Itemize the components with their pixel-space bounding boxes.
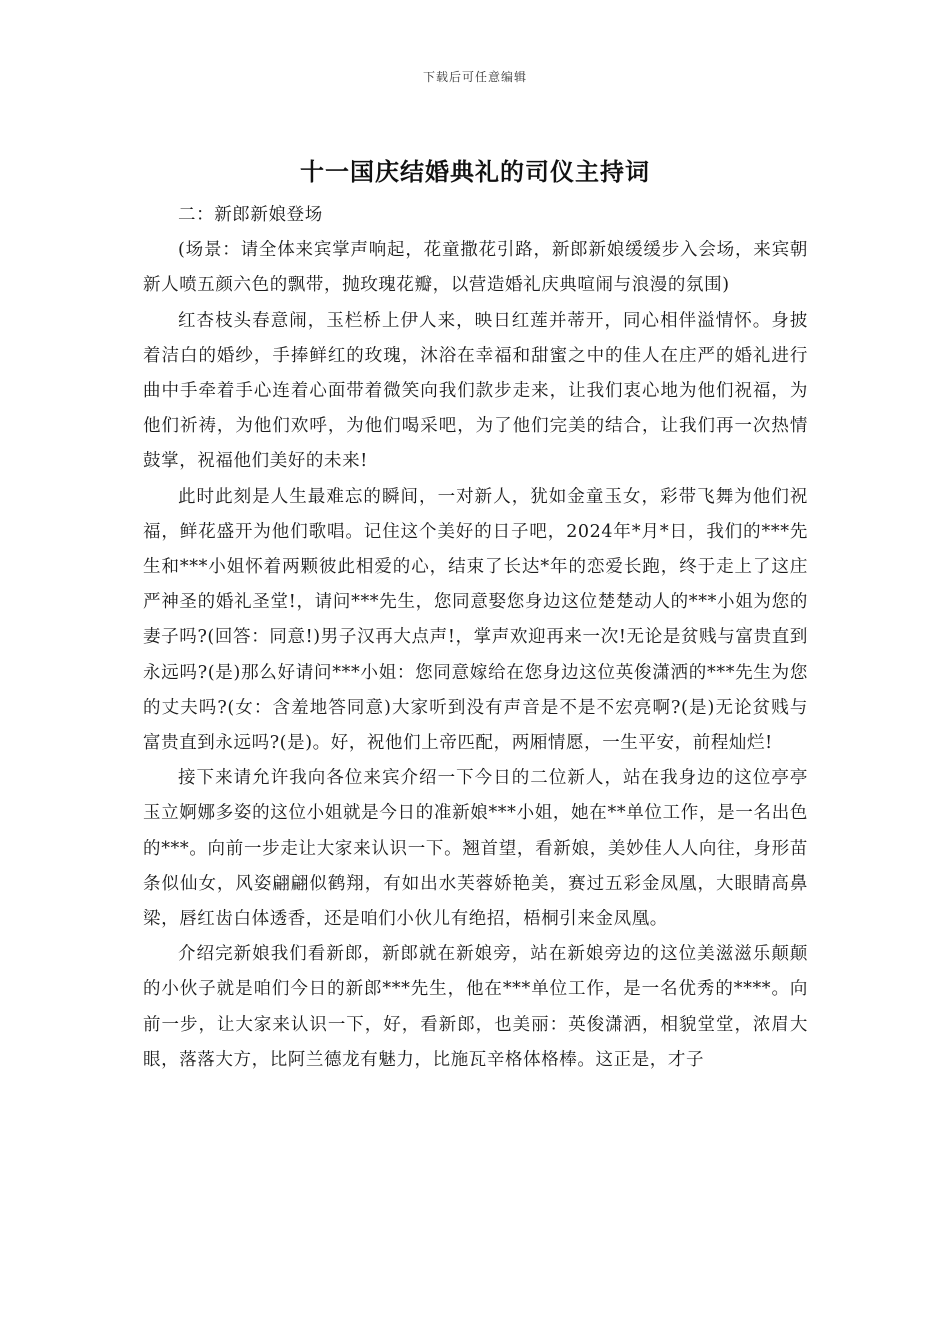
document-body bbox=[143, 198, 808, 1078]
paragraph-entrance: 红杏枝头春意闹，玉栏桥上伊人来，映日红莲并蒂开，同心相伴溢情怀。身披着洁白的婚纱，手捧鲜红的玫瑰，沐浴在幸福和甜蜜之中的佳人在庄严的婚礼进行曲中手牵着手心连着心面带着微笑向我们款步走来，让我们衷心地为他们祝福，为他们祈祷，为他们欢呼，为他们喝采吧，为了他们完美的结合，让我们再一次热情鼓掌，祝福他们美好的未来! bbox=[143, 310, 808, 472]
document-title: 十一国庆结婚典礼的司仪主持词 bbox=[300, 157, 650, 186]
paragraph-bride-intro: 接下来请允许我向各位来宾介绍一下今日的二位新人，站在我身边的这位亭亭玉立婀娜多姿的这位小姐就是今日的准新娘***小姐，她在**单位工作，是一名出色的***。向前一步走让大家来认识一下。翘首望，看新娘，美妙佳人人向往，身形苗条似仙女，风姿翩翩似鹤翔，有如出水芙蓉娇艳美，赛过五彩金凤凰，大眼睛高鼻梁，唇红齿白体透香，还是咱们小伙儿有绝招，梧桐引来金凤凰。 bbox=[143, 768, 808, 930]
paragraph-scene: (场景：请全体来宾掌声响起，花童撒花引路，新郎新娘缓缓步入会场，来宾朝新人喷五颜六色的飘带，抛玫瑰花瓣，以营造婚礼庆典喧闹与浪漫的氛围) bbox=[143, 240, 808, 296]
paragraph-groom-intro: 介绍完新娘我们看新郎，新郎就在新娘旁，站在新娘旁边的这位美滋滋乐颠颠的小伙子就是咱们今日的新郎***先生，他在***单位工作，是一名优秀的****。向前一步，让大家来认识一下，好，看新郎，也美丽：英俊潇洒，相貌堂堂，浓眉大眼，落落大方，比阿兰德龙有魅力，比施瓦辛格体格棒。这正是，才子 bbox=[143, 944, 808, 1070]
section-heading: 二：新郎新娘登场 bbox=[178, 205, 323, 225]
header-note: 下载后可任意编辑 bbox=[422, 70, 527, 84]
paragraph-vows: 此时此刻是人生最难忘的瞬间，一对新人，犹如金童玉女，彩带飞舞为他们祝福，鲜花盛开为他们歌唱。记住这个美好的日子吧，2024年*月*日，我们的***先生和***小姐怀着两颗彼此相爱的心，结束了长达*年的恋爱长跑，终于走上了这庄严神圣的婚礼圣堂!，请问***先生，您同意娶您身边这位楚楚动人的***小姐为您的妻子吗?(回答：同意!)男子汉再大点声!，掌声欢迎再来一次!无论是贫贱与富贵直到永远吗?(是)那么好请问***小姐：您同意嫁给在您身边这位英俊潇洒的***先生为您的丈夫吗?(女：含羞地答同意)大家听到没有声音是不是不宏亮啊?(是)无论贫贱与富贵直到永远吗?(是)。好，祝他们上帝匹配，两厢情愿，一生平安，前程灿烂! bbox=[143, 486, 808, 754]
